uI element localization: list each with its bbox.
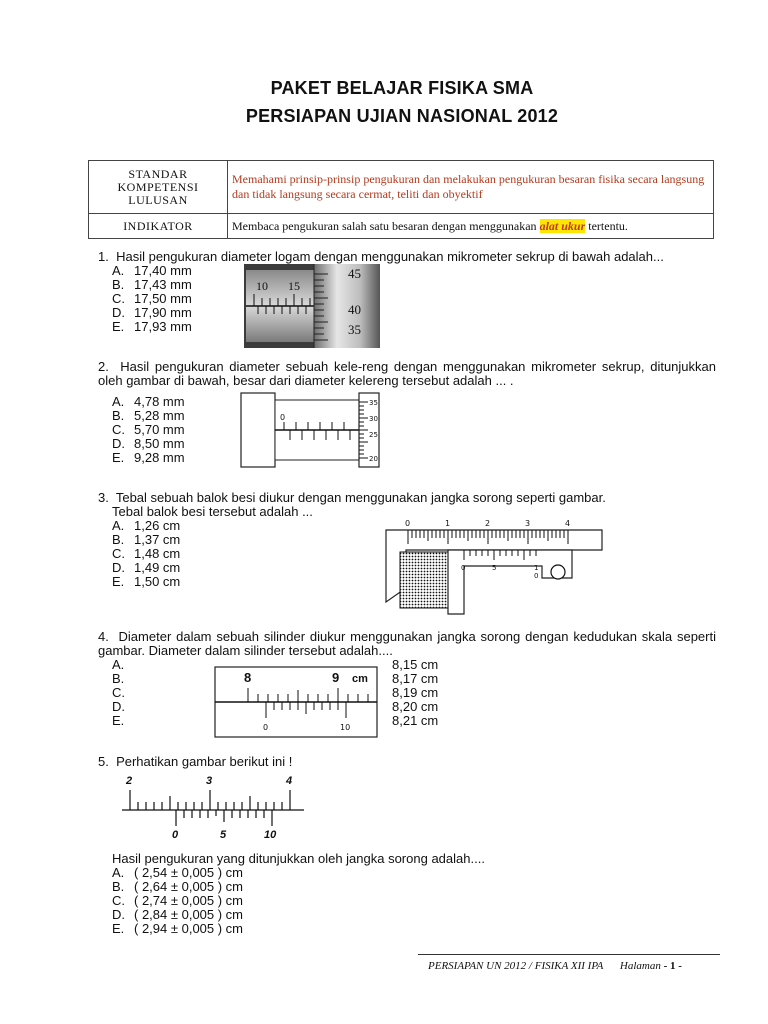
option-letter: E. [112,450,125,465]
caliper5-vernier-0: 0 [172,829,179,841]
page-footer [428,960,682,972]
footer-divider [418,954,720,955]
caliper4-vernier-10: 10 [340,723,351,732]
thimble-label-40: 40 [348,302,361,317]
vernier-scale-figure-5 [118,772,308,844]
footer-page-label: Halaman [619,960,661,972]
option-letter: A. [112,263,125,278]
option-letter: C. [112,893,125,908]
caliper3-vernier-5: 5 [492,564,497,572]
thimble2-label-35: 35 [369,399,378,407]
option-b[interactable] [112,880,243,894]
option-text: ( 2,54 ± 0,005 ) cm [134,865,244,880]
question-text: Perhatikan gambar berikut ini ! [116,754,293,769]
option-d[interactable] [112,306,192,320]
vernier-caliper-figure-4 [214,666,378,738]
option-a[interactable] [112,264,192,278]
option-e[interactable] [112,451,185,465]
caliper5-vernier-10: 10 [264,829,277,841]
footer-text: PERSIAPAN UN 2012 / FISIKA XII IPA [428,960,604,972]
option-letter: E. [112,319,125,334]
option-e[interactable] [112,320,192,334]
question-number: 5. [98,754,109,769]
caliper4-vernier-0: 0 [263,723,269,732]
micrometer-label-10: 10 [256,279,268,293]
option-text: 17,43 mm [134,277,192,292]
caliper3-vernier-1: 1 [534,564,539,572]
option-text: 1,48 cm [134,546,181,561]
option-text: 17,40 mm [134,263,192,278]
option-letter: C. [112,422,125,437]
option-b-letter[interactable]: B. [112,671,125,686]
option-text: 9,28 mm [134,450,185,465]
question-number: 4. [98,629,109,644]
option-letter: D. [112,907,125,922]
option-c-text[interactable]: 8,19 cm [392,685,439,700]
option-text: 1,50 cm [134,574,181,589]
caliper3-main-4: 4 [565,519,571,528]
question-1 [98,250,718,264]
caliper5-main-3: 3 [206,775,213,787]
options-q4-values [392,658,438,728]
indikator-label: INDIKATOR [89,214,228,239]
option-text: 1,49 cm [134,560,181,575]
option-b[interactable] [112,278,192,292]
caliper3-main-1: 1 [445,519,451,528]
thimble2-label-30: 30 [369,415,378,423]
option-letter: A. [112,394,125,409]
indikator-text-pre: Membaca pengukuran salah satu besaran dengan menggunakan [232,218,540,233]
option-text: 5,28 mm [134,408,185,423]
question-3 [98,491,718,505]
thimble-label-45: 45 [348,266,361,281]
option-d[interactable] [112,908,243,922]
option-letter: B. [112,408,125,423]
caliper3-vernier-0: 0 [461,564,466,572]
option-a[interactable] [112,395,185,409]
options-q2 [112,395,185,465]
option-text: 17,90 mm [134,305,192,320]
option-text: ( 2,84 ± 0,005 ) cm [134,907,244,922]
thimble2-label-20: 20 [369,455,378,463]
question-3-line2: Tebal balok besi tersebut adalah ... [112,504,313,519]
option-text: 4,78 mm [134,394,185,409]
option-letter: B. [112,532,125,547]
option-a-text[interactable]: 8,15 cm [392,657,439,672]
caliper4-unit: cm [352,673,368,685]
micrometer-label-15: 15 [288,279,300,293]
caliper3-main-2: 2 [485,519,491,528]
option-a[interactable] [112,519,180,533]
option-e-text[interactable]: 8,21 cm [392,713,439,728]
option-text: ( 2,94 ± 0,005 ) cm [134,921,244,936]
question-number: 3. [98,490,109,505]
option-letter: D. [112,305,125,320]
options-q4-letters [112,658,125,728]
question-2 [98,360,716,388]
caliper4-main-9: 9 [332,670,340,685]
indikator-text-post: tertentu. [585,218,628,233]
option-a-letter[interactable]: A. [112,657,125,672]
competency-table [88,160,714,239]
caliper5-main-2: 2 [126,775,133,787]
options-q3 [112,519,180,589]
question-5 [98,755,718,769]
option-letter: B. [112,879,125,894]
option-b-text[interactable]: 8,17 cm [392,671,439,686]
caliper3-main-0: 0 [405,519,411,528]
option-letter: A. [112,865,125,880]
option-letter: A. [112,518,125,533]
option-e[interactable] [112,922,243,936]
option-d[interactable] [112,561,180,575]
page-title: PAKET BELAJAR FISIKA SMA [270,78,534,98]
option-d-text[interactable]: 8,20 cm [392,699,439,714]
option-letter: E. [112,921,125,936]
micrometer-figure-1 [244,264,380,348]
caliper5-vernier-5: 5 [220,829,227,841]
micrometer2-zero-label: 0 [280,413,286,422]
option-b[interactable] [112,409,185,423]
option-letter: C. [112,291,125,306]
option-letter: B. [112,277,125,292]
option-c-letter[interactable]: C. [112,685,125,700]
thimble2-label-25: 25 [369,431,378,439]
table-row [89,214,714,239]
question-5-line2: Hasil pengukuran yang ditunjukkan oleh jangka sorong adalah.... [112,851,485,866]
option-c[interactable] [112,292,192,306]
standar-text: Memahami prinsip-prinsip pengukuran dan melakukan pengukuran besaran fisika secara langsung dan tidak langsung secara cermat, teliti dan obyektif [228,161,714,214]
question-text: Hasil pengukuran diameter sebuah kele-reng dengan menggunakan mikrometer sekrup, ditunjukkan oleh gambar di bawah, besar dari diameter kelereng tersebut adalah ... . [98,359,716,388]
option-text: 5,70 mm [134,422,185,437]
footer-page-number: - 1 - [663,960,682,972]
question-number: 2. [98,359,109,374]
option-text: 8,50 mm [134,436,185,451]
option-letter: C. [112,546,125,561]
question-text: Hasil pengukuran diameter logam dengan menggunakan mikrometer sekrup di bawah adalah... [116,249,664,264]
options-q5 [112,866,243,936]
options-q1 [112,264,192,334]
option-d[interactable] [112,437,185,451]
option-text: ( 2,74 ± 0,005 ) cm [134,893,244,908]
option-e-letter[interactable]: E. [112,713,125,728]
option-d-letter[interactable]: D. [112,699,125,714]
page-subtitle: PERSIAPAN UJIAN NASIONAL 2012 [245,106,559,126]
option-c[interactable] [112,423,185,437]
question-4 [98,630,716,658]
option-text: 17,50 mm [134,291,192,306]
option-c[interactable] [112,894,243,908]
option-c[interactable] [112,547,180,561]
question-text: Tebal sebuah balok besi diukur dengan menggunakan jangka sorong seperti gambar. [115,490,606,505]
standar-label: STANDAR KOMPETENSI LULUSAN [89,161,228,214]
thimble-label-35: 35 [348,322,361,337]
option-letter: D. [112,436,125,451]
option-b[interactable] [112,533,180,547]
option-a[interactable] [112,866,243,880]
option-e[interactable] [112,575,180,589]
caliper3-main-3: 3 [525,519,531,528]
option-text: 17,93 mm [134,319,192,334]
caliper4-main-8: 8 [244,670,252,685]
micrometer-figure-2 [240,392,380,470]
vernier-caliper-figure-3 [384,516,606,616]
indikator-text [228,214,714,239]
question-text: Diameter dalam sebuah silinder diukur menggunakan jangka sorong dengan kedudukan skala seperti gambar. Diameter dalam silinder tersebut adalah.... [98,629,716,658]
option-letter: E. [112,574,125,589]
option-text: ( 2,64 ± 0,005 ) cm [134,879,244,894]
table-row [89,161,714,214]
indikator-highlight: alat ukur [539,218,586,233]
caliper-knob-icon [551,565,565,579]
option-text: 1,37 cm [134,532,181,547]
caliper3-vernier-10: 0 [534,572,539,580]
caliper5-main-4: 4 [286,775,293,787]
option-letter: D. [112,560,125,575]
question-number: 1. [98,249,109,264]
option-text: 1,26 cm [134,518,181,533]
